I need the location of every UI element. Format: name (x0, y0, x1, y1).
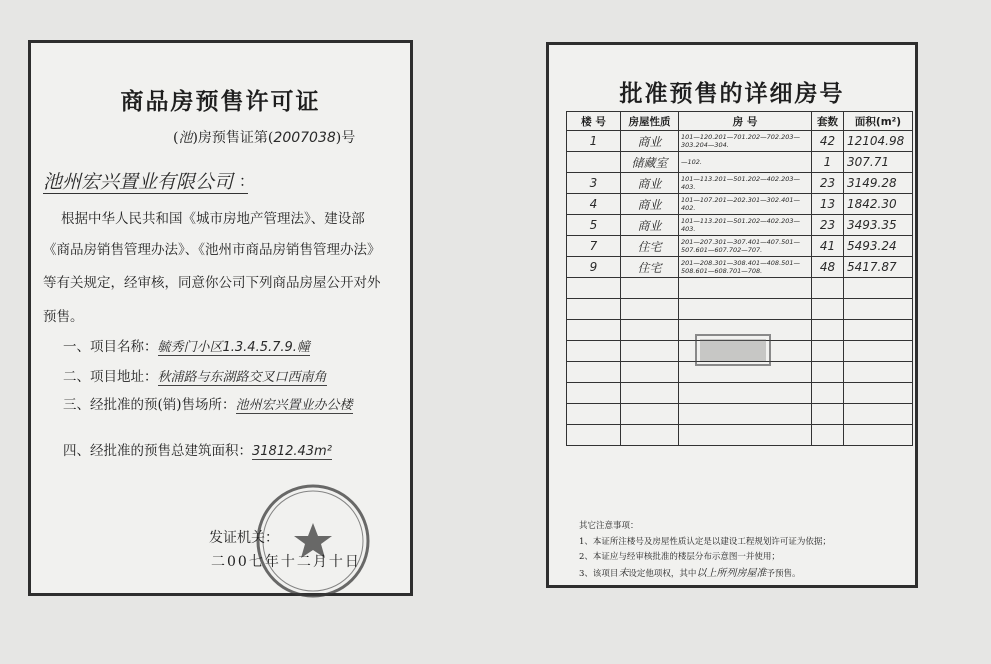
empty-cell (621, 299, 679, 320)
cell-units: 1 (812, 152, 844, 173)
company-underline (43, 193, 248, 194)
cell-rooms: 101—120.201—701.202—702.203—303.204—304. (679, 131, 812, 152)
table-row (567, 173, 913, 194)
cert-number-value: 2007038 (273, 130, 336, 146)
empty-cell (567, 404, 621, 425)
note3-part: 予预售。 (766, 568, 801, 579)
sales-site-value: 池州宏兴置业办公楼 (235, 398, 353, 413)
room-detail-title: 批准预售的详细房号 (619, 81, 845, 107)
cell-rooms: 201—207.301—307.401—407.501—507.601—607.702—707. (679, 236, 812, 257)
cell-area: 3149.28 (844, 173, 913, 194)
empty-cell (812, 320, 844, 341)
header-type: 房屋性质 (621, 112, 679, 131)
issue-date: 二00七年十二月十日 (211, 554, 361, 570)
project-address-row (63, 365, 327, 385)
total-area-row (63, 439, 332, 459)
table-row-empty (567, 278, 913, 299)
cell-units: 23 (812, 173, 844, 194)
empty-cell (679, 404, 812, 425)
body-paragraph-line: 等有关规定，经审核，同意你公司下列商品房屋公开对外 (43, 275, 381, 291)
cell-rooms: 101—107.201—202.301—302.401—402. (679, 194, 812, 215)
cell-units: 42 (812, 131, 844, 152)
note-item: 2、本证应与经审核批准的楼层分布示意图一并使用； (579, 552, 780, 562)
empty-cell (567, 320, 621, 341)
empty-cell (812, 278, 844, 299)
table-row (567, 215, 913, 236)
certificate-number (173, 127, 355, 147)
table-row-empty (567, 404, 913, 425)
cell-area: 5493.24 (844, 236, 913, 257)
blank-page-stamp-icon (694, 333, 772, 367)
cell-rooms: 101—113.201—501.202—402.203—403. (679, 215, 812, 236)
cell-units: 23 (812, 215, 844, 236)
cell-area: 3493.35 (844, 215, 913, 236)
project-address-label: 二、项目地址： (63, 369, 158, 385)
cell-type: 住宅 (621, 257, 679, 278)
table-row-empty (567, 425, 913, 446)
cell-area: 12104.98 (844, 131, 913, 152)
cell-area: 307.71 (844, 152, 913, 173)
table-header-row (567, 112, 913, 131)
project-name-row (63, 335, 310, 355)
empty-cell (844, 278, 913, 299)
cell-type: 商业 (621, 173, 679, 194)
cell-area: 5417.87 (844, 257, 913, 278)
note3-handwritten: 未 (618, 567, 629, 579)
empty-cell (844, 341, 913, 362)
body-paragraph-line: 预售。 (43, 309, 84, 325)
empty-cell (621, 404, 679, 425)
note-item: 1、本证所注楼号及房屋性质认定是以建设工程规划许可证为依据； (579, 536, 831, 547)
cell-type: 储藏室 (621, 152, 679, 173)
project-address-value: 秋浦路与东湖路交叉口西南角 (157, 370, 327, 385)
company-colon: ： (239, 172, 255, 190)
empty-cell (844, 320, 913, 341)
sales-site-row (63, 393, 353, 413)
table-row (567, 131, 913, 152)
cell-building: 1 (567, 131, 621, 152)
body-paragraph-line: 《商品房销售管理办法》、《池州市商品房销售管理办法》 (43, 242, 381, 258)
room-detail-table (566, 111, 913, 446)
cell-rooms: 101—113.201—501.202—402.203—403. (679, 173, 812, 194)
empty-cell (844, 404, 913, 425)
cert-prefix: ( (173, 130, 179, 146)
empty-cell (567, 425, 621, 446)
cell-building: 5 (567, 215, 621, 236)
header-building: 楼 号 (567, 112, 621, 131)
cell-type: 住宅 (621, 236, 679, 257)
cell-building (567, 152, 621, 173)
empty-cell (812, 383, 844, 404)
cell-units: 41 (812, 236, 844, 257)
empty-cell (812, 299, 844, 320)
cell-type: 商业 (621, 215, 679, 236)
notes-title: 其它注意事项： (579, 521, 639, 531)
presale-license-page (28, 40, 413, 596)
issuing-authority-label: 发证机关： (209, 530, 279, 546)
empty-cell (844, 383, 913, 404)
company-name: 池州宏兴置业有限公司 (43, 171, 234, 193)
license-title: 商品房预售许可证 (120, 89, 321, 115)
empty-cell (812, 362, 844, 383)
empty-cell (621, 425, 679, 446)
empty-cell (567, 278, 621, 299)
empty-cell (567, 299, 621, 320)
table-row (567, 152, 913, 173)
project-name-label: 一、项目名称： (63, 339, 158, 355)
empty-cell (621, 362, 679, 383)
empty-cell (621, 320, 679, 341)
note3-part: 设定他项权，其中 (628, 568, 697, 579)
empty-cell (844, 299, 913, 320)
table-row-empty (567, 299, 913, 320)
cert-city: 池 (178, 130, 193, 146)
empty-cell (567, 362, 621, 383)
empty-cell (844, 362, 913, 383)
note3-part: 3、该项目 (579, 568, 619, 579)
room-detail-page (546, 42, 918, 588)
table-row (567, 194, 913, 215)
body-paragraph-line: 根据中华人民共和国《城市房地产管理法》、建设部 (61, 211, 365, 227)
empty-cell (621, 383, 679, 404)
empty-cell (621, 341, 679, 362)
header-rooms: 房 号 (679, 112, 812, 131)
empty-cell (812, 341, 844, 362)
note3-handwritten: 以上所列房屋准 (696, 567, 767, 579)
cell-building: 7 (567, 236, 621, 257)
table-row (567, 236, 913, 257)
total-area-value: 31812.43m² (252, 444, 332, 459)
header-area: 面积(m²) (844, 112, 913, 131)
cell-units: 13 (812, 194, 844, 215)
cell-type: 商业 (621, 194, 679, 215)
project-name-value: 毓秀门小区1.3.4.5.7.9.幢 (157, 340, 310, 355)
table-row (567, 257, 913, 278)
empty-cell (679, 278, 812, 299)
cell-building: 9 (567, 257, 621, 278)
empty-cell (812, 425, 844, 446)
table-row-empty (567, 383, 913, 404)
empty-cell (621, 278, 679, 299)
empty-cell (679, 425, 812, 446)
empty-cell (812, 404, 844, 425)
total-area-label: 四、经批准的预售总建筑面积： (63, 443, 252, 459)
cell-area: 1842.30 (844, 194, 913, 215)
cell-building: 3 (567, 173, 621, 194)
cell-type: 商业 (621, 131, 679, 152)
header-units: 套数 (812, 112, 844, 131)
empty-cell (567, 383, 621, 404)
cell-building: 4 (567, 194, 621, 215)
cert-middle: )房预售证第( (192, 130, 274, 146)
cell-rooms: —102. (679, 152, 812, 173)
empty-cell (567, 341, 621, 362)
empty-cell (679, 299, 812, 320)
sales-site-label: 三、经批准的预(销)售场所： (63, 397, 236, 413)
empty-cell (679, 383, 812, 404)
cell-units: 48 (812, 257, 844, 278)
note-item (579, 566, 831, 583)
empty-cell (844, 425, 913, 446)
notes-section (579, 519, 831, 582)
cell-rooms: 201—208.301—308.401—408.501—508.601—608.701—708. (679, 257, 812, 278)
cert-suffix: )号 (335, 130, 356, 146)
